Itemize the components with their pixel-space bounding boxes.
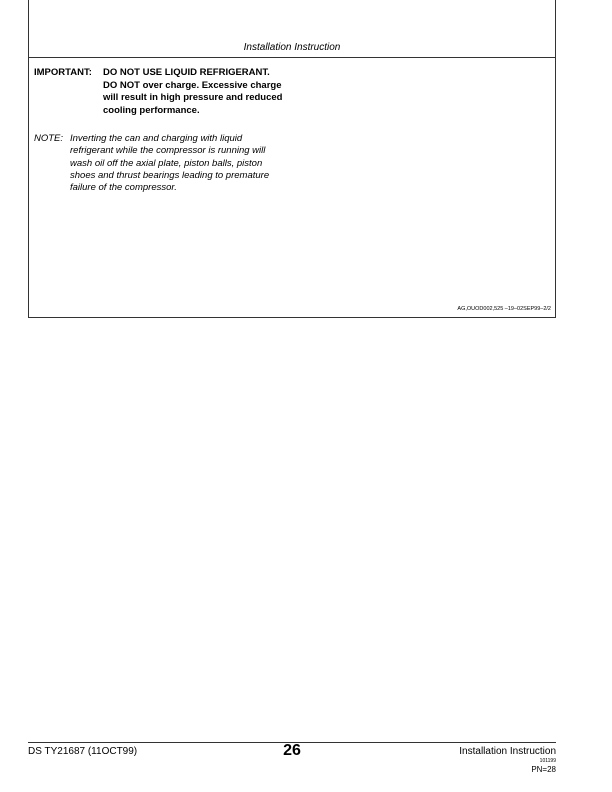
important-line: will result in high pressure and reduced [103,92,283,103]
page-number: 26 [283,742,301,759]
section-header: Installation Instruction [29,40,555,58]
note-line: failure of the compressor. [70,182,177,194]
note-label: NOTE: [34,133,64,144]
note-text [70,133,310,194]
footer-date-code: 101199 [539,758,556,764]
important-line: DO NOT over charge. Excessive charge [103,79,282,91]
footer-section [459,746,556,775]
note-line: Inverting the can and charging with liquid [70,133,243,144]
instruction-block [28,0,556,318]
note-line: refrigerant while the compressor is running will [70,145,266,157]
note-line: shoes and thrust bearings leading to premature [70,169,270,181]
footer-section-title: Installation Instruction [459,746,556,757]
important-text [103,67,303,117]
important-line: DO NOT USE LIQUID REFRIGERANT. [103,67,270,78]
important-line: cooling performance. [103,104,200,116]
footer-pn: PN=28 [531,765,556,774]
note-line: wash oil off the axial plate, piston balls, piston [70,157,263,169]
important-label: IMPORTANT: [34,67,92,78]
footer-doc-id: DS TY21687 (11OCT99) [28,746,138,757]
reference-code: AG,OUOD002,525 –19–02SEP99–2/2 [457,306,551,312]
